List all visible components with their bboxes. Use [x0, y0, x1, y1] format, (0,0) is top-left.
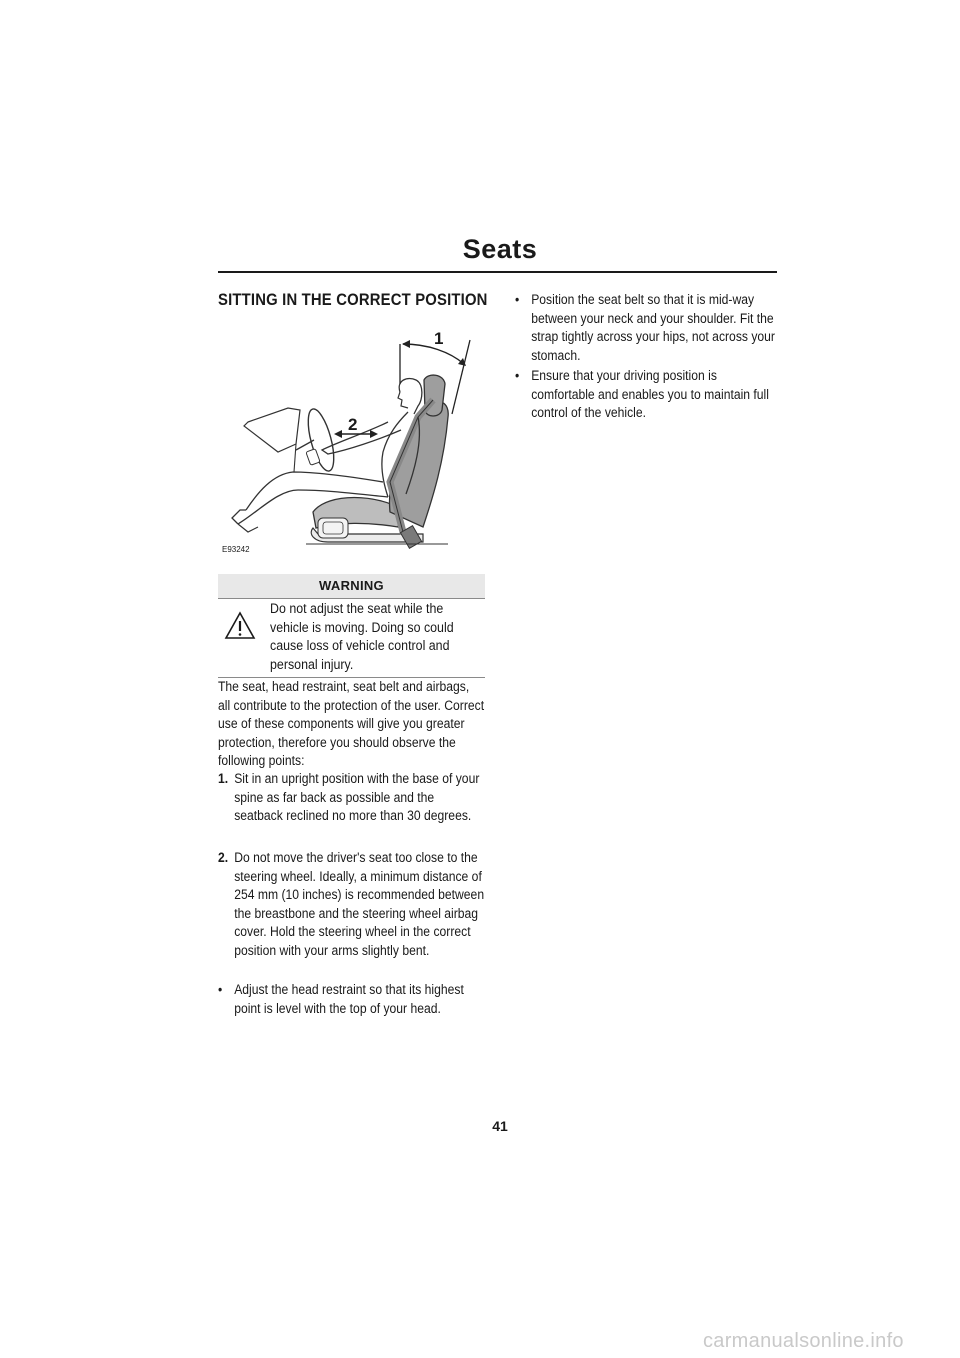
- list-marker: 1.: [218, 771, 229, 786]
- list-item-text: Sit in an upright position with the base of your spine as far back as possible and the seatback reclined no more than 30 degrees.: [234, 771, 480, 824]
- seating-position-illustration: [218, 322, 486, 560]
- bullet-icon: •: [218, 982, 223, 997]
- section-heading: SITTING IN THE CORRECT POSITION: [218, 291, 488, 309]
- watermark: carmanualsonline.info: [703, 1330, 904, 1352]
- figure-label-2: 2: [348, 415, 358, 434]
- title-divider: [218, 271, 777, 273]
- figure-label-1: 1: [434, 329, 444, 348]
- list-item-text: Adjust the head restraint so that its highest point is level with the top of your head.: [234, 982, 464, 1016]
- page-title: Seats: [462, 234, 538, 264]
- intro-paragraph: The seat, head restraint, seat belt and airbags, all contribute to the protection of the user. Correct use of these components will give you greater protection, therefore you should observe the following points:: [218, 679, 485, 769]
- warning-text: Do not adjust the seat while the vehicle is moving. Doing so could cause loss of vehicle control and personal injury.: [270, 601, 454, 672]
- warning-triangle-icon: [224, 611, 256, 646]
- bullet-icon: •: [515, 292, 520, 307]
- list-marker: 2.: [218, 850, 229, 865]
- page-number: 41: [492, 1118, 508, 1134]
- figure-code: E93242: [222, 545, 250, 554]
- bullet-icon: •: [515, 368, 520, 383]
- warning-title: WARNING: [218, 574, 485, 598]
- list-item-text: Ensure that your driving position is comfortable and enables you to maintain full control of the vehicle.: [531, 368, 769, 421]
- warning-body: [218, 598, 485, 678]
- list-item-text: Do not move the driver's seat too close to the steering wheel. Ideally, a minimum distance of 254 mm (10 inches) is recommended between the breastbone and the steering wheel airbag cover. Hold the steering wheel in the correct position with your arms slightly bent.: [234, 850, 485, 958]
- warning-box: [218, 574, 485, 678]
- list-item-text: Position the seat belt so that it is mid-way between your neck and your shoulder. Fit the strap tightly across your hips, not across your stomach.: [531, 292, 775, 363]
